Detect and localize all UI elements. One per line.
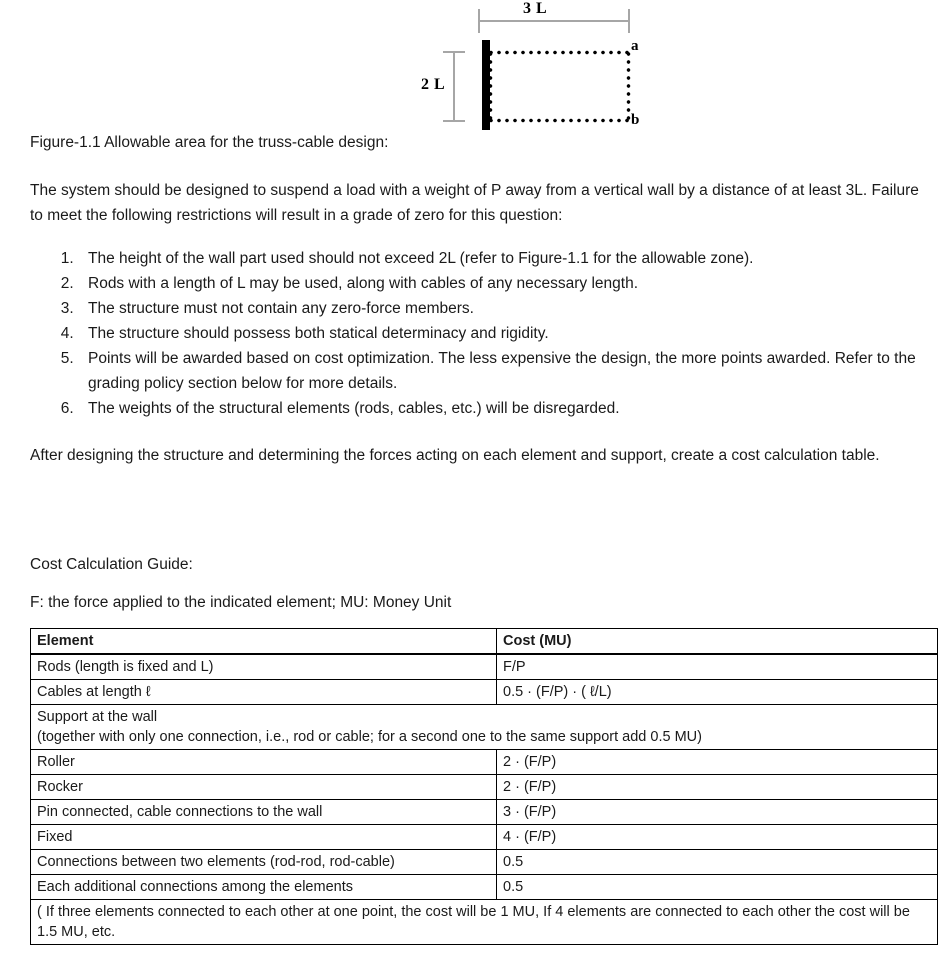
cell-element: Fixed	[31, 825, 497, 850]
point-b-label: b	[631, 112, 640, 128]
cell-final-note: ( If three elements connected to each other at one point, the cost will be 1 MU, If 4 elements are connected to each other the cost will be 1.5 MU, etc.	[31, 900, 938, 945]
support-line-2: (together with only one connection, i.e., rod or cable; for a second one to the same support add 0.5 MU)	[37, 729, 702, 745]
cost-calculation-guide-heading: Cost Calculation Guide:	[30, 556, 193, 573]
cell-cost: 0.5	[497, 875, 938, 900]
cell-cost: 2 · (F/P)	[497, 750, 938, 775]
list-item: 5. Points will be awarded based on cost optimization. The less expensive the design, the more points awarded. Refer to the grading policy section below for more details.	[78, 346, 945, 396]
list-item: 2. Rods with a length of L may be used, along with cables of any necessary length.	[78, 271, 945, 296]
column-header-cost: Cost (MU)	[497, 629, 938, 655]
intro-paragraph: The system should be designed to suspend a load with a weight of P away from a vertical wall by a distance of at least 3L. Failure to meet the following restrictions will result in a grade of zero for this question:	[30, 182, 919, 224]
height-dimension-label: 2 L	[418, 76, 448, 94]
cell-cost: 4 · (F/P)	[497, 825, 938, 850]
list-item: 4. The structure should possess both statical determinacy and rigidity.	[78, 321, 945, 346]
table-row	[31, 750, 938, 775]
list-item: 6. The weights of the structural elements (rods, cables, etc.) will be disregarded.	[78, 396, 945, 421]
width-dimension-line	[478, 20, 630, 22]
table-row	[31, 825, 938, 850]
cell-element: Roller	[31, 750, 497, 775]
table-row	[31, 800, 938, 825]
column-header-element: Element	[31, 629, 497, 655]
cell-element: Cables at length ℓ	[31, 680, 497, 705]
cell-element: Connections between two elements (rod-rod, rod-cable)	[31, 850, 497, 875]
after-design-paragraph: After designing the structure and determining the forces acting on each element and support, create a cost calculation table.	[30, 447, 880, 464]
cell-cost: 0.5 · (F/P) · ( ℓ/L)	[497, 680, 938, 705]
cell-cost: 3 · (F/P)	[497, 800, 938, 825]
allowable-zone-bottom-edge	[487, 118, 631, 123]
allowable-zone-top-edge	[487, 50, 631, 55]
width-dimension-label: 3 L	[518, 0, 552, 18]
cell-element: Rods (length is fixed and L)	[31, 654, 497, 680]
point-a-label: a	[631, 38, 639, 54]
list-item: 3. The structure must not contain any zero-force members.	[78, 296, 945, 321]
support-line-1: Support at the wall	[37, 709, 158, 725]
cell-cost: 0.5	[497, 850, 938, 875]
cell-element: Rocker	[31, 775, 497, 800]
figure-caption: Figure-1.1 Allowable area for the truss-cable design:	[30, 134, 389, 151]
table-row-support-header	[31, 705, 938, 750]
table-header-row	[31, 629, 938, 655]
table-row	[31, 654, 938, 680]
table-row	[31, 775, 938, 800]
allowable-zone-left-edge	[488, 50, 493, 123]
cost-calculation-table	[30, 628, 938, 945]
allowable-area-figure	[0, 0, 945, 135]
height-dimension-line	[453, 51, 455, 122]
cell-cost: F/P	[497, 654, 938, 680]
table-row	[31, 875, 938, 900]
table-row-note	[31, 900, 938, 945]
cell-element: Pin connected, cable connections to the wall	[31, 800, 497, 825]
cell-cost: 2 · (F/P)	[497, 775, 938, 800]
table-row	[31, 680, 938, 705]
cell-element: Each additional connections among the elements	[31, 875, 497, 900]
list-item: 1. The height of the wall part used should not exceed 2L (refer to Figure-1.1 for the allowable zone).	[78, 246, 945, 271]
restrictions-list	[30, 246, 945, 421]
table-row	[31, 850, 938, 875]
cell-support-at-wall	[31, 705, 938, 750]
cost-calculation-guide-subtext: F: the force applied to the indicated element; MU: Money Unit	[30, 594, 452, 611]
